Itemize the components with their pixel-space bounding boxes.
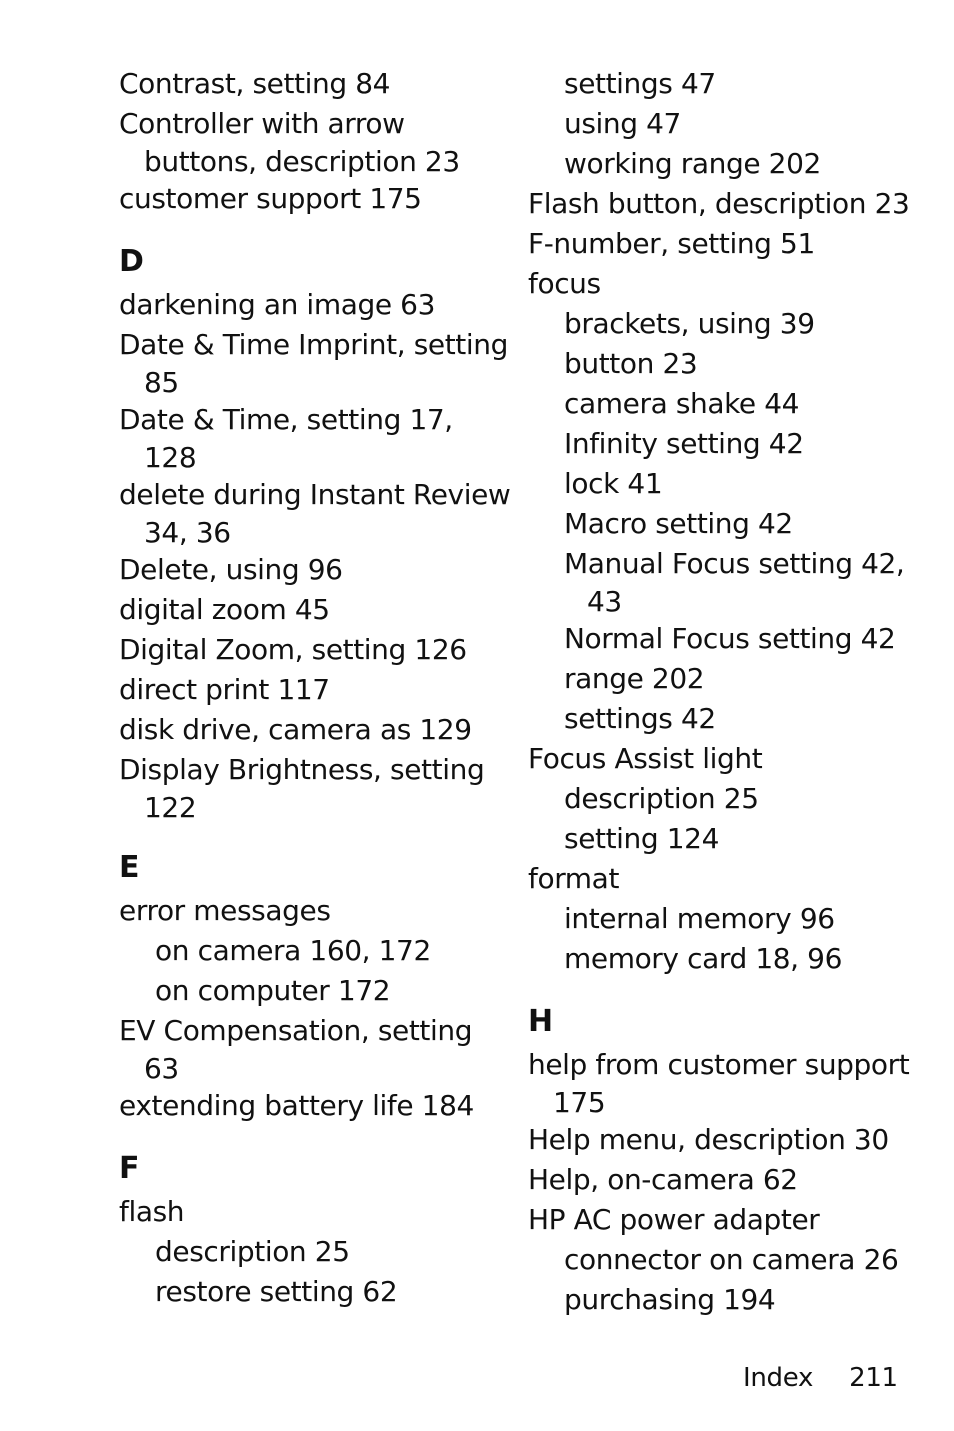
index-entry-continuation: 122 <box>144 791 197 824</box>
index-entry: help from customer support <box>528 1048 910 1081</box>
index-entry: direct print 117 <box>119 673 330 706</box>
index-entry: Date & Time, setting 17, <box>119 403 453 436</box>
index-subentry: range 202 <box>564 662 705 695</box>
index-subentry: on computer 172 <box>155 974 391 1007</box>
index-column-right <box>528 64 928 1320</box>
index-subentry: working range 202 <box>564 147 821 180</box>
footer-label: Index <box>743 1363 814 1393</box>
index-entry: Digital Zoom, setting 126 <box>119 633 467 666</box>
index-entry: Help, on-camera 62 <box>528 1163 798 1196</box>
index-subentry: internal memory 96 <box>564 902 835 935</box>
index-entry: Controller with arrow <box>119 107 405 140</box>
index-entry: format <box>528 862 620 895</box>
page-number: 211 <box>849 1363 898 1393</box>
index-entry-continuation: 175 <box>553 1086 606 1119</box>
index-subentry: connector on camera 26 <box>564 1243 899 1276</box>
index-entry: Contrast, setting 84 <box>119 67 391 100</box>
index-subentry: Manual Focus setting 42, <box>564 547 905 580</box>
index-entry: Help menu, description 30 <box>528 1123 889 1156</box>
section-letter: D <box>119 244 144 279</box>
section-letter: H <box>528 1004 554 1039</box>
section-letter: E <box>119 850 140 885</box>
index-entry: disk drive, camera as 129 <box>119 713 472 746</box>
index-entry: digital zoom 45 <box>119 593 330 626</box>
index-subentry: using 47 <box>564 107 681 140</box>
page-footer <box>743 1358 898 1398</box>
index-subentry: button 23 <box>564 347 698 380</box>
index-entry-continuation: 63 <box>144 1052 179 1085</box>
index-subentry: Infinity setting 42 <box>564 427 804 460</box>
index-entry: Date & Time Imprint, setting <box>119 328 508 361</box>
index-subentry: memory card 18, 96 <box>564 942 842 975</box>
index-entry-continuation: 34, 36 <box>144 516 231 549</box>
index-entry: EV Compensation, setting <box>119 1014 473 1047</box>
index-subentry: brackets, using 39 <box>564 307 815 340</box>
index-entry: darkening an image 63 <box>119 288 435 321</box>
index-subentry: Macro setting 42 <box>564 507 793 540</box>
index-entry: flash <box>119 1195 185 1228</box>
index-subentry: purchasing 194 <box>564 1283 776 1316</box>
index-subentry: Normal Focus setting 42 <box>564 622 896 655</box>
index-subentry: lock 41 <box>564 467 663 500</box>
index-subentry: restore setting 62 <box>155 1275 398 1308</box>
index-entry-continuation: buttons, description 23 <box>144 145 460 178</box>
index-entry: Focus Assist light <box>528 742 763 775</box>
index-entry: extending battery life 184 <box>119 1089 474 1122</box>
index-entry-continuation: 128 <box>144 441 197 474</box>
index-entry: customer support 175 <box>119 182 422 215</box>
index-subentry-continuation: 43 <box>587 585 622 618</box>
index-subentry: settings 42 <box>564 702 716 735</box>
index-entry: HP AC power adapter <box>528 1203 820 1236</box>
index-subentry: setting 124 <box>564 822 720 855</box>
index-column-left <box>119 64 511 1312</box>
index-subentry: on camera 160, 172 <box>155 934 431 967</box>
index-subentry: description 25 <box>564 782 759 815</box>
index-entry: F-number, setting 51 <box>528 227 815 260</box>
index-subentry: camera shake 44 <box>564 387 800 420</box>
index-entry: Delete, using 96 <box>119 553 343 586</box>
index-subentry: description 25 <box>155 1235 350 1268</box>
index-entry: Flash button, description 23 <box>528 187 910 220</box>
index-entry: focus <box>528 267 601 300</box>
section-letter: F <box>119 1151 140 1186</box>
index-entry: Display Brightness, setting <box>119 753 485 786</box>
index-entry-continuation: 85 <box>144 366 179 399</box>
index-subentry: settings 47 <box>564 67 716 100</box>
index-entry: error messages <box>119 894 331 927</box>
index-entry: delete during Instant Review <box>119 478 511 511</box>
